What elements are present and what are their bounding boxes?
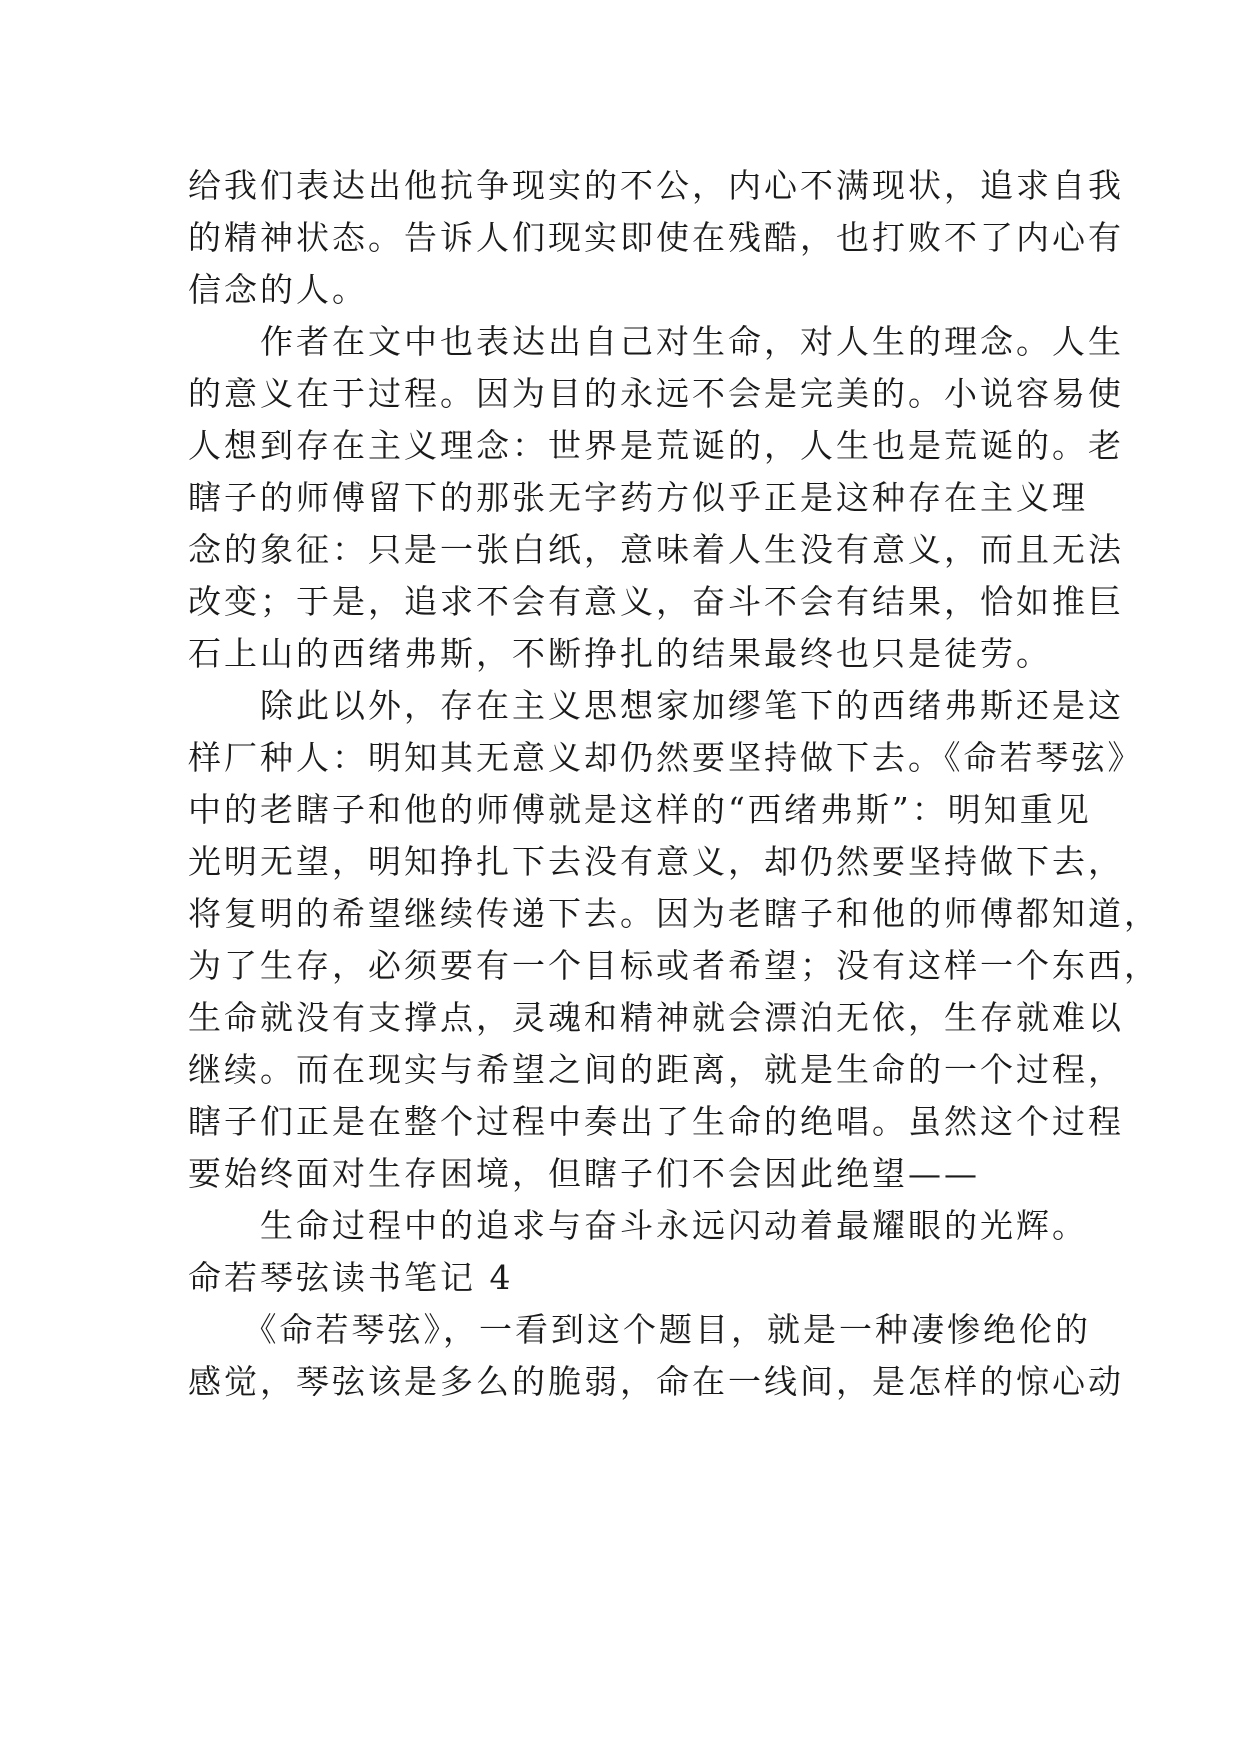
text-line: 《命若琴弦》，一看到这个题目，就是一种凄惨绝伦的 [188,1310,1091,1349]
text-line: 信念的人。 [188,270,368,309]
text-line: 除此以外，存在主义思想家加缪笔下的西绪弗斯还是这 [188,686,1124,725]
text-line: 为了生存，必须要有一个目标或者希望；没有这样一个东西， [188,946,1160,985]
section-heading: 命若琴弦读书笔记 4 [188,1258,514,1297]
text-line: 念的象征：只是一张白纸，意味着人生没有意义，而且无法 [188,530,1124,569]
text-line: 作者在文中也表达出自己对生命，对人生的理念。人生 [188,322,1124,361]
text-line: 瞎子的师傅留下的那张无字药方似乎正是这种存在主义理 [188,478,1088,517]
text-line: 生命过程中的追求与奋斗永远闪动着最耀眼的光辉。 [188,1206,1088,1245]
text-line: 改变；于是，追求不会有意义，奋斗不会有结果，恰如推巨 [188,582,1124,621]
text-line: 样厂种人：明知其无意义却仍然要坚持做下去。《命若琴弦》 [188,738,1144,777]
text-line: 要始终面对生存困境，但瞎子们不会因此绝望—— [188,1154,980,1193]
text-line: 给我们表达出他抗争现实的不公，内心不满现状，追求自我 [188,166,1124,205]
text-line: 的意义在于过程。因为目的永远不会是完美的。小说容易使 [188,374,1124,413]
text-line: 继续。而在现实与希望之间的距离，就是生命的一个过程， [188,1050,1124,1089]
text-line: 瞎子们正是在整个过程中奏出了生命的绝唱。虽然这个过程 [188,1102,1124,1141]
text-line: 石上山的西绪弗斯，不断挣扎的结果最终也只是徒劳。 [188,634,1052,673]
text-line: 光明无望，明知挣扎下去没有意义，却仍然要坚持做下去， [188,842,1124,881]
document-body [188,160,1160,1408]
text-line: 感觉，琴弦该是多么的脆弱，命在一线间，是怎样的惊心动 [188,1362,1124,1401]
text-line: 的精神状态。告诉人们现实即使在残酷，也打败不了内心有 [188,218,1124,257]
text-line: 人想到存在主义理念：世界是荒诞的，人生也是荒诞的。老 [188,426,1124,465]
text-line: 生命就没有支撑点，灵魂和精神就会漂泊无依，生存就难以 [188,998,1124,1037]
text-line: 中的老瞎子和他的师傅就是这样的“西绪弗斯”：明知重见 [188,790,1092,829]
text-line: 将复明的希望继续传递下去。因为老瞎子和他的师傅都知道， [188,894,1160,933]
